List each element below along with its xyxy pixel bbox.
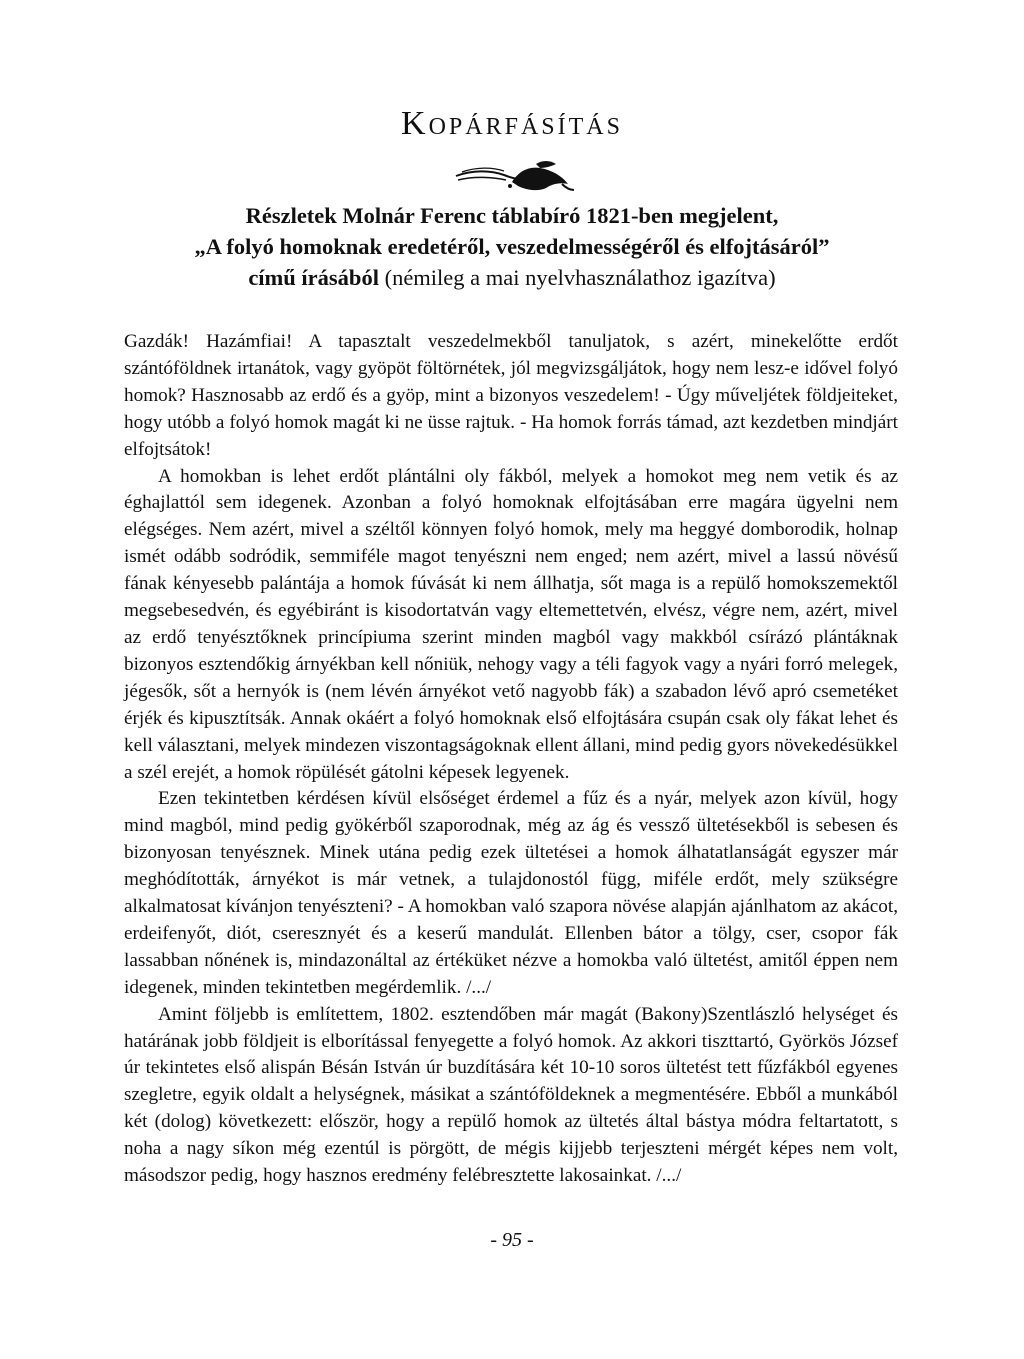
article-body (124, 329, 898, 1190)
paragraph-1: Gazdák! Hazámfiai! A tapasztalt veszedelmekből tanuljatok, s azért, minekelőtte erdőt szántóföldnek irtanátok, vagy gyöpöt föltörnétek, jól megvizsgáljátok, hogy nem lesz-e idővel folyó homok? Hasznosabb az erdő és a gyöp, mint a bizonyos veszedelem! - Úgy műveljétek földjeiteket, hogy utóbb a folyó homok magát ki ne üsse rajtuk. - Ha homok forrás támad, azt kezdetben mindjárt elfojtsátok! (124, 331, 898, 460)
subtitle-line-3-rest: (némileg a mai nyelvhasználathoz igazítva) (378, 265, 776, 290)
subtitle-block (60, 200, 964, 293)
subtitle-line-2: „A folyó homoknak eredetéről, veszedelmességéről és elfojtásáról” (194, 234, 830, 259)
subtitle-line-1: Részletek Molnár Ferenc táblabíró 1821-ben megjelent, (245, 203, 779, 228)
article-title: Kopárfásítás (401, 105, 623, 142)
flourish-ornament-icon (452, 158, 576, 194)
subtitle-line-3 (60, 262, 964, 293)
page-number: - 95 - (490, 1229, 534, 1251)
paragraph-2: A homokban is lehet erdőt plántálni oly fákból, melyek a homokot meg nem vetik és az éghajlattól sem idegenek. Azonban a folyó homoknak elfojtásában erre magára ügyelni nem elégséges. Nem azért, mivel a széltől könnyen folyó homok, mely ma heggyé domborodik, holnap ismét odább sodródik, semmiféle magot tenyészni nem enged; nem azért, mivel a lassú növésű fának kényesebb palántája a homok fúvását ki nem állhatja, sőt maga is a repülő homokszemektől megsebesedvén, és egyébiránt is kisodortatván vagy eltemettetvén, elvész, végre nem, azért, mivel az erdő tenyésztőknek princípiuma szerint minden magból vagy makkból csírázó plántáknak bizonyos esztendőkig árnyékban kell nőniük, nehogy vagy a téli fagyok vagy a nyári forró melegek, jégesők, sőt a hernyók is (nem lévén árnyékot vető nagyobb fák) a szabadon lévő apró csemetéket érjék és kipusztítsák. Annak okáért a folyó homoknak első elfojtására csupán csak oly fákat lehet és kell választani, melyek mindezen viszontagságoknak ellent állani, mind pedig gyors növekedésükkel a szél erejét, a homok röpülését gátolni képesek legyenek. (124, 465, 898, 783)
paragraph-4: Amint följebb is említettem, 1802. esztendőben már magát (Bakony)Szentlászló helységet és határának jobb földjeit is elborítással fenyegette a folyó homok. Az akkori tiszttartó, Györkös József úr tekintetes első alispán Bésán István úr buzdítására két 10-10 soros ültetést tett fűzfákból egyenes szegletre, egyik oldalt a helységnek, másikat a szántóföldeknek a megmentésére. Ebből a munkából két (dolog) következett: először, hogy a repülő homok az ültetés által bástya módra feltartatott, s noha a nagy síkon még ezentúl is pörgött, de mégis kijjebb terjeszteni mérgét képes nem volt, másodszor pedig, hogy hasznos eredmény felébresztette lakosainkat. /.../ (124, 1003, 898, 1187)
paragraph-3: Ezen tekintetben kérdésen kívül elsőséget érdemel a fűz és a nyár, melyek azon kívül, hogy mind magból, mind pedig gyökérből szaporodnak, még az ág és vessző ültetésekből is sebesen és bizonyosan tenyésznek. Minek utána pedig ezek ültetései a homok álhatatlanságát egyszer már meghódították, árnyékot is már vetnek, a tulajdonostól függ, miféle erdőt, mely szükségre alkalmatosat kívánjon tenyészteni? - A homokban való szapora növése alapján ajánlhatom az akácot, erdeifenyőt, diót, cseresznyét és a keserű mandulát. Ellenben bátor a tölgy, cser, csopor fák lassabban nőnének is, mindazonáltal az értéküket nézve a homokba való ültetést, amitől éppen nem idegenek, minden tekintetben megérdemlik. /.../ (124, 788, 898, 998)
subtitle-line-3-bold: című írásából (248, 265, 379, 290)
